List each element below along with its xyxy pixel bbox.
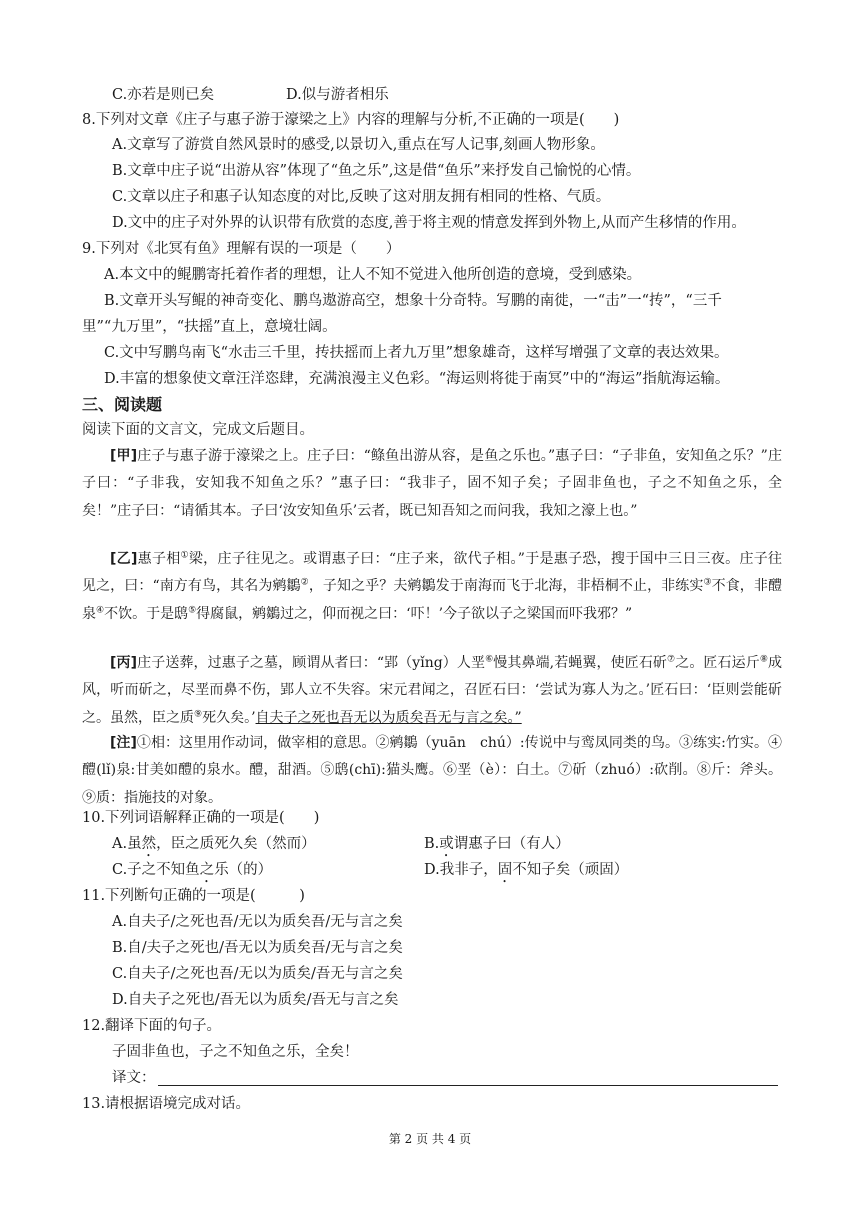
emphasis-char: 或 <box>439 836 454 852</box>
passage-jia <box>82 443 782 525</box>
passage-yi-tag: [乙] <box>110 551 138 567</box>
q11-option-d: D.自夫子之死也/吾无以为质矣/吾无与言之矣 <box>112 992 399 1008</box>
page-footer: 第 2 页 共 4 页 <box>388 1132 472 1146</box>
emphasis-char: 然 <box>141 836 157 852</box>
passage-yi-text: ，子知之乎？夫鹓鶵发于南海而飞于北海，非梧桐不止，非练实 <box>308 578 704 595</box>
passage-yi-text: 不饮。于是鸱 <box>104 605 189 622</box>
emphasis-char: 固 <box>497 862 513 878</box>
q7-option-c: C.亦若是则已矣 <box>112 87 215 103</box>
passage-bing-tag: [丙] <box>110 655 138 671</box>
q9-option-c: C.文中写鹏鸟南飞“水击三千里，抟扶摇而上者九万里”想象雄奇，这样写增强了文章的表达效果。 <box>104 345 729 361</box>
underlined-sentence: 自夫子之死也吾无以为质矣吾无与言之矣。” <box>255 709 522 726</box>
passage-bing-text: 庄子送葬，过惠子之墓，顾谓从者曰：“郢（yǐng）人垩 <box>137 655 486 671</box>
passage-bing-text: 之。匠石运斤 <box>675 655 760 671</box>
q10-option-c: C.子之不知鱼之乐（的） <box>112 862 273 878</box>
footnote-ref: ⑤ <box>188 604 197 615</box>
passage-yi-text: 不食，非醴泉 <box>82 578 782 622</box>
q8-option-a: A.文章写了游赏自然风景时的感受,以景切入,重点在写人记事,刻画人物形象。 <box>112 137 605 153</box>
q9-option-d: D.丰富的想象使文章汪洋恣肆，充满浪漫主义色彩。“海运则将徙于南冥”中的“海运”指航海运输。 <box>104 371 730 387</box>
passage-bing-text: 慢其鼻端,若蝇翼，使匠石斫 <box>493 655 668 671</box>
emphasis-char: 之 <box>199 862 215 878</box>
passage-yi <box>82 546 782 628</box>
q10-stem: 10.下列词语解释正确的一项是( ) <box>82 810 320 826</box>
passage-yi-text: 惠子相 <box>137 551 181 567</box>
footnote-ref: ② <box>300 577 309 588</box>
q10-option-b: B.或谓惠子曰（有人） <box>424 836 570 852</box>
q9-option-b-line2: 里”“九万里”，“扶摇”直上，意境壮阔。 <box>82 319 337 335</box>
footnote-ref: ⑥ <box>485 654 494 665</box>
notes-tag: [注] <box>110 735 137 751</box>
footnote-ref: ⑧ <box>759 654 769 665</box>
section-intro: 阅读下面的文言文，完成文后题目。 <box>82 422 314 438</box>
q8-option-c: C.文章以庄子和惠子认知态度的对比,反映了这对朋友拥有相同的性格、气质。 <box>112 189 611 205</box>
q13-stem: 13.请根据语境完成对话。 <box>82 1096 251 1112</box>
footnote-ref: ⑨ <box>194 708 203 719</box>
q9-option-a: A.本文中的鲲鹏寄托着作者的理想，让人不知不觉进入他所创造的意境，受到感染。 <box>104 267 642 283</box>
footnote-ref: ④ <box>96 604 105 615</box>
passage-yi-text: 得腐鼠，鹓鶵过之，仰而视之曰：‘吓！’今子欲以子之梁国而吓我邪？” <box>196 605 633 622</box>
footnote-ref: ① <box>180 550 189 561</box>
q9-stem: 9.下列对《北冥有鱼》理解有误的一项是（ ） <box>82 241 401 257</box>
passage-yi-text: 梁，庄子往见之。或谓惠子曰：“庄子来，欲代子相。”于是惠子恐，搜于国中三日三夜。庄子往见之，曰：“南方有鸟，其名为鹓鶵 <box>82 551 783 595</box>
q12-sentence: 子固非鱼也，子之不知鱼之乐，全矣！ <box>112 1044 359 1060</box>
footnote-ref: ⑦ <box>667 654 676 665</box>
q12-answer-label: 译文： <box>112 1070 156 1086</box>
q10-option-a: A.虽然，臣之质死久矣（然而） <box>112 836 316 852</box>
passage-bing <box>82 650 782 732</box>
q11-option-a: A.自夫子/之死也吾/无以为质矣吾/无与言之矣 <box>112 914 403 930</box>
q9-option-b-line1: B.文章开头写鲲的神奇变化、鹏鸟遨游高空，想象十分奇特。写鹏的南徙，一“击”一“抟”，“三千 <box>104 293 722 309</box>
q11-option-c: C.自夫子/之死也吾/无以为质矣/吾无与言之矣 <box>112 966 403 982</box>
q8-option-d: D.文中的庄子对外界的认识带有欣赏的态度,善于将主观的情意发挥到外物上,从而产生移情的作用。 <box>112 215 746 231</box>
annotation-notes <box>82 730 782 812</box>
q7-option-d: D.似与游者相乐 <box>286 87 389 103</box>
q11-stem: 11.下列断句正确的一项是( ) <box>82 888 305 904</box>
q8-option-b: B.文章中庄子说“出游从容”体现了“鱼之乐”,这是借“鱼乐”来抒发自己愉悦的心情。 <box>112 163 641 179</box>
passage-jia-tag: [甲] <box>110 448 138 464</box>
passage-bing-text: 死久矣。’ <box>202 709 256 726</box>
notes-text: ①相：这里用作动词，做宰相的意思。②鹓鶵（yuān chú）:传说中与鸾凤同类的鸟。③练实:竹实。④醴(lǐ)泉:甘美如醴的泉水。醴，甜酒。⑤鸱(chī):猫头鹰。⑥垩（è）：白土。⑦斫（zhuó）:砍削。⑧斤：斧头。⑨质：指施技的对象。 <box>82 735 782 806</box>
answer-line[interactable] <box>158 1084 778 1086</box>
q12-stem: 12.翻译下面的句子。 <box>82 1018 222 1034</box>
q8-stem: 8.下列对文章《庄子与惠子游于濠梁之上》内容的理解与分析,不正确的一项是( ) <box>82 112 620 128</box>
q11-option-b: B.自/夫子之死也/吾无以为质矣吾/无与言之矣 <box>112 940 403 956</box>
footnote-ref: ③ <box>703 577 712 588</box>
section-title: 三、阅读题 <box>82 395 163 414</box>
passage-bing-text: 成风，听而斫之，尽垩而鼻不伤，郢人立不失容。宋元君闻之，召匠石曰：‘尝试为寡人为之。’匠石曰：‘臣则尝能斫之。虽然，臣之质 <box>82 655 783 726</box>
q10-option-d: D.我非子，固不知子矣（顽固） <box>424 862 629 878</box>
passage-jia-text: 庄子与惠子游于濠梁之上。庄子曰：“鲦鱼出游从容，是鱼之乐也。”惠子曰：“子非鱼，安知鱼之乐？”庄子曰：“子非我，安知我不知鱼之乐？”惠子曰：“我非子，固不知子矣；子固非鱼也，子之不知鱼之乐，全矣！”庄子曰：“请循其本。子曰‘汝安知鱼乐’云者，既已知吾知之而问我，我知之濠上也。” <box>82 448 782 519</box>
